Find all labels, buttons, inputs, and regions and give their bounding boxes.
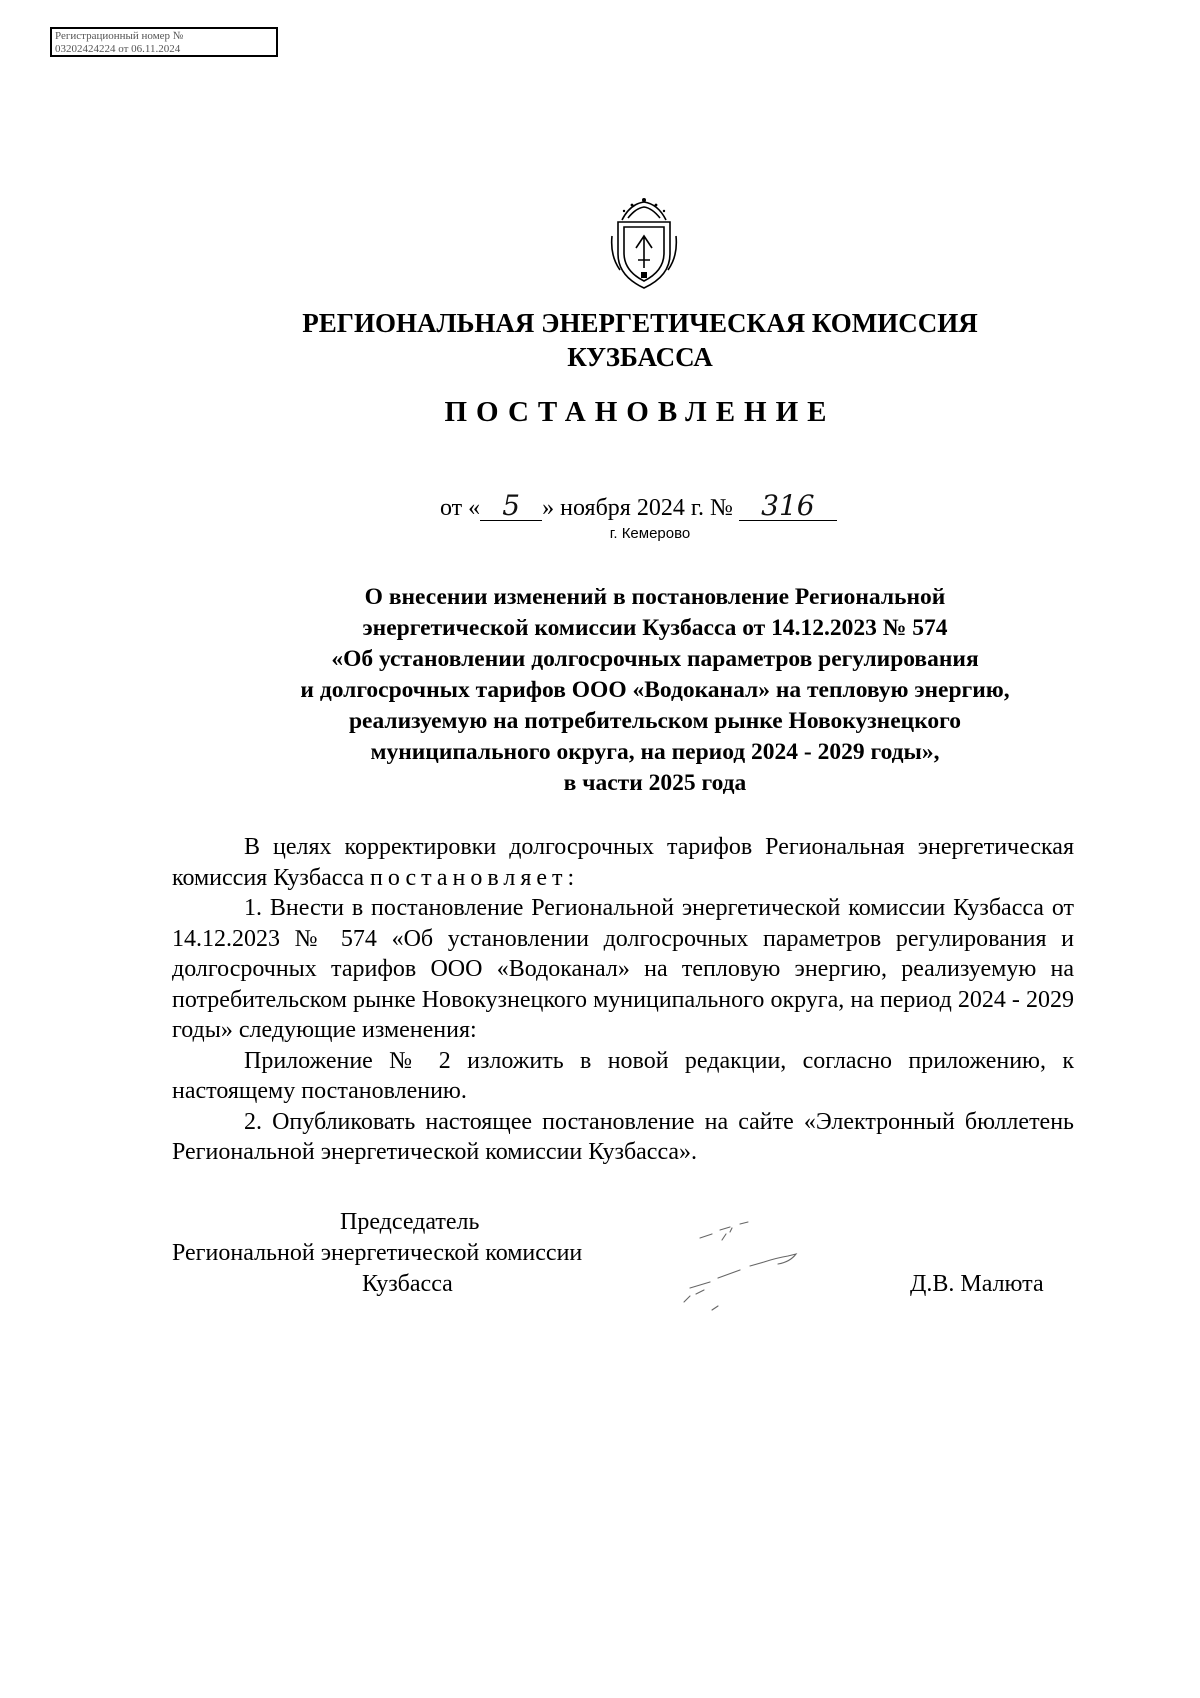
position-line2: Региональной энергетической комиссии	[172, 1240, 583, 1266]
title-line: О внесении изменений в постановление Региональной	[364, 584, 946, 610]
decree-word: постановляет:	[370, 864, 580, 891]
organization-name-line2: КУЗБАССА	[567, 342, 713, 372]
title-line: «Об установлении долгосрочных параметров регулирования	[331, 646, 979, 672]
handwritten-number: 316	[739, 492, 837, 521]
registration-stamp	[50, 27, 278, 57]
document-body	[172, 832, 1074, 1168]
preamble-text: В целях корректировки долгосрочных тарифов Региональная энергетическая комиссия Кузбасса	[172, 834, 1074, 891]
body-paragraph-item-2: 2. Опубликовать настоящее постановление на сайте «Электронный бюллетень Региональной энергетической комиссии Кузбасса».	[172, 1108, 1074, 1165]
document-type: ПОСТАНОВЛЕНИЕ	[444, 396, 836, 428]
handwritten-day: 5	[480, 492, 542, 521]
body-paragraph-appendix: Приложение № 2 изложить в новой редакции, согласно приложению, к настоящему постановлению.	[172, 1047, 1074, 1104]
title-line: энергетической комиссии Кузбасса от 14.12.2023 № 574	[362, 615, 948, 641]
position-line1: Председатель	[340, 1209, 480, 1235]
registration-number: 03202424224 от 06.11.2024	[55, 43, 181, 55]
title-line: и долгосрочных тарифов ООО «Водоканал» на тепловую энергию,	[300, 677, 1010, 703]
organization-name-line1: РЕГИОНАЛЬНАЯ ЭНЕРГЕТИЧЕСКАЯ КОМИССИЯ	[302, 308, 978, 338]
signatory-name: Д.В. Малюта	[910, 1271, 1044, 1297]
title-line: в части 2025 года	[563, 770, 747, 796]
handwritten-signature	[660, 1210, 870, 1320]
document-title	[200, 582, 1110, 799]
title-line: реализуемую на потребительском рынке Новокузнецкого	[348, 708, 962, 734]
position-line3: Кузбасса	[362, 1271, 453, 1297]
coat-of-arms-icon	[608, 196, 680, 292]
document-date-line	[440, 489, 837, 523]
signatory-position	[172, 1207, 652, 1300]
title-line: муниципального округа, на период 2024 - 2029 годы»,	[370, 739, 940, 765]
body-paragraph-item-1: 1. Внести в постановление Региональной энергетической комиссии Кузбасса от 14.12.2023 № 574 «Об установлении долгосрочных параметров регулирования и долгосрочных тарифов ООО «Водоканал» на тепловую энергию, реализуемую на потребительском рынке Новокузнецкого муниципального округа, на период 2024 - 2029 годы» следующие изменения:	[172, 895, 1074, 1043]
date-prefix: от «	[440, 495, 481, 521]
body-paragraph-preamble	[172, 832, 1074, 893]
document-city: г. Кемерово	[609, 525, 691, 542]
date-month-year: » ноября 2024 г. №	[542, 495, 733, 521]
registration-label: Регистрационный номер №	[55, 30, 184, 42]
